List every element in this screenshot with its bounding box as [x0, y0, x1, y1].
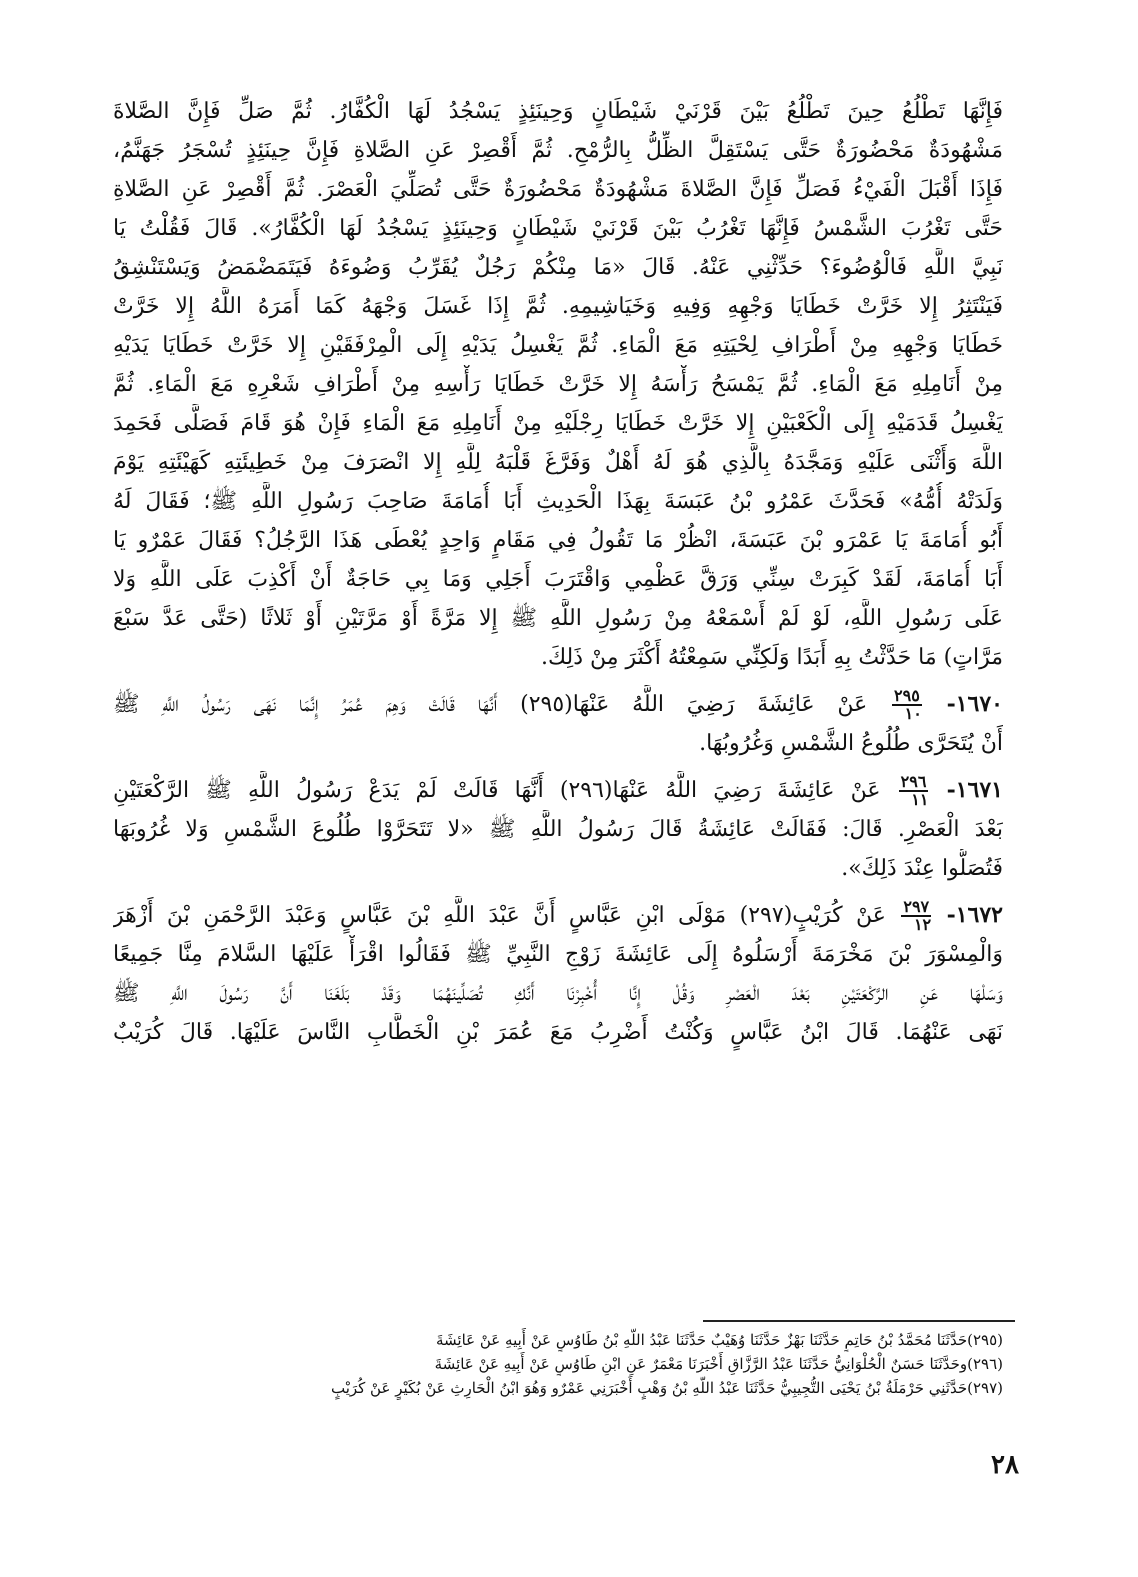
hadith-reference	[901, 899, 931, 933]
footnotes	[113, 1328, 1003, 1400]
text-line: بَعْدَ الْعَصْرِ. قَالَ: فَقَالَتْ عَائِشَةُ قَالَ رَسُولُ اللَّهِ ﷺ «لا تَتَحَرَّوْا طُلُوعَ الشَّمْسِ وَلا غُرُوبَهَا	[113, 817, 1003, 842]
text-line: وَالْمِسْوَرَ بْنَ مَخْرَمَةَ أَرْسَلُوهُ إِلَى عَائِشَةَ زَوْجِ النَّبِيِّ ﷺ فَقَالُوا اقْرَأْ عَلَيْهَا السَّلامَ مِنَّا جَمِيعًا	[113, 942, 1003, 967]
reference-top: ٢٩٧	[903, 897, 930, 916]
hadith-1672	[113, 896, 1003, 1052]
main-text	[113, 92, 1003, 1052]
text-line: نَهَى عَنْهُمَا. قَالَ ابْنُ عَبَّاسٍ وَكُنْتُ أَضْرِبُ مَعَ عُمَرَ بْنِ الْخَطَّابِ النَّاسَ عَلَيْهَا. قَالَ كُرَيْبٌ	[113, 1020, 1003, 1045]
text-line: يَغْسِلُ قَدَمَيْهِ إِلَى الْكَعْبَيْنِ إِلا خَرَّتْ خَطَايَا رِجْلَيْهِ مِنْ أَنَامِلِهِ مَعَ الْمَاءِ فَإِنْ هُوَ قَامَ فَصَلَّى فَحَمِدَ	[113, 411, 1003, 436]
page-number: ٢٨	[991, 1450, 1019, 1480]
reference-bottom: ١٠	[904, 704, 922, 723]
text-line: عَلَى رَسُولِ اللَّهِ، لَوْ لَمْ أَسْمَعْهُ مِنْ رَسُولِ اللَّهِ ﷺ إِلا مَرَّةً أَوْ مَرَّتَيْنِ أَوْ ثَلاثًا (حَتَّى عَدَّ سَبْعَ	[113, 606, 1003, 631]
hadith-reference	[899, 774, 929, 808]
text-line: فَتُصَلُّوا عِنْدَ ذَلِكَ».	[841, 856, 1003, 881]
text-line: أَنْ يُتَحَرَّى طُلُوعُ الشَّمْسِ وَغُرُوبُهَا.	[699, 731, 1003, 756]
hadith-first-line	[113, 896, 1003, 935]
footnote: (٢٩٧)حَدَّثَنِي حَرْمَلَةُ بْنُ يَحْيَى التُّجِيبِيُّ حَدَّثَنَا عَبْدُ اللَّهِ بْنُ وَهْبٍ أَخْبَرَنِي عَمْرٌو وَهُوَ ابْنُ الْحَارِثِ عَنْ بُكَيْرٍ عَنْ كُرَيْبٍ	[330, 1379, 1003, 1397]
hadith-first-line	[113, 685, 1003, 724]
hadith-1670	[113, 685, 1003, 763]
text-line: حَتَّى تَغْرُبَ الشَّمْسُ فَإِنَّهَا تَغْرُبُ بَيْنَ قَرْنَيْ شَيْطَانٍ وَحِينَئِذٍ يَسْجُدُ لَهَا الْكُفَّارُ». قَالَ فَقُلْتُ يَا	[113, 216, 1003, 241]
hadith-1671	[113, 771, 1003, 888]
footnote-divider	[703, 1320, 1015, 1322]
hadith-first-line	[113, 771, 1003, 810]
text-line: اللَّهَ وَأَثْنَى عَلَيْهِ وَمَجَّدَهُ بِالَّذِي هُوَ لَهُ أَهْلٌ وَفَرَّغَ قَلْبَهُ لِلَّهِ إِلا انْصَرَفَ مِنْ خَطِيئَتِهِ كَهَيْئَتِهِ يَوْمَ	[113, 450, 1003, 475]
text-line: فَيَنْتَثِرُ إِلا خَرَّتْ خَطَايَا وَجْهِهِ وَفِيهِ وَخَيَاشِيمِهِ. ثُمَّ إِذَا غَسَلَ وَجْهَهُ كَمَا أَمَرَهُ اللَّهُ إِلا خَرَّتْ	[113, 294, 1003, 319]
hadith-number: ١٦٧٠-	[946, 691, 1003, 717]
hadith-number: ١٦٧٢-	[946, 902, 1003, 928]
reference-top: ٢٩٦	[900, 772, 927, 791]
text-line: وَلَدَتْهُ أُمُّهُ» فَحَدَّثَ عَمْرُو بْنُ عَبَسَةَ بِهَذَا الْحَدِيثِ أَبَا أُمَامَةَ صَاحِبَ رَسُولِ اللَّهِ ﷺ؛ فَقَالَ لَهُ	[113, 489, 1003, 514]
footnote: (٢٩٥)حَدَّثَنَا مُحَمَّدُ بْنُ حَاتِمٍ حَدَّثَنَا بَهْزٌ حَدَّثَنَا وُهَيْبٌ حَدَّثَنَا عَبْدُ اللَّهِ بْنُ طَاوُسٍ عَنْ أَبِيهِ عَنْ عَائِشَةَ	[436, 1331, 1003, 1349]
hadith-number: ١٦٧١-	[946, 777, 1003, 803]
hadith-text: عَنْ عَائِشَةَ رَضِيَ اللَّهُ عَنْهَا(٢٩٥) أَنَّهَا قَالَتْ وَهِمَ عُمَرُ إِنَّمَا نَهَى رَسُولُ اللَّهِ ﷺ	[113, 692, 868, 717]
footnote: (٢٩٦)وحَدَّثَنَا حَسَنٌ الْحُلْوَانِيُّ حَدَّثَنَا عَبْدُ الرَّزَّاقِ أَخْبَرَنَا مَعْمَرٌ عَنِ ابْنِ طَاوُسٍ عَنْ أَبِيهِ عَنْ عَائِشَةَ	[434, 1355, 1003, 1373]
text-line: خَطَايَا وَجْهِهِ مِنْ أَطْرَافِ لِحْيَتِهِ مَعَ الْمَاءِ. ثُمَّ يَغْسِلُ يَدَيْهِ إِلَى الْمِرْفَقَيْنِ إِلا خَرَّتْ خَطَايَا يَدَيْهِ	[113, 333, 1003, 358]
text-line: فَإِذَا أَقْبَلَ الْفَيْءُ فَصَلِّ فَإِنَّ الصَّلاةَ مَشْهُودَةٌ مَحْضُورَةٌ حَتَّى تُصَلِّيَ الْعَصْرَ. ثُمَّ أَقْصِرْ عَنِ الصَّلاةِ	[113, 177, 1003, 202]
hadith-reference	[892, 688, 922, 722]
hadith-text: عَنْ عَائِشَةَ رَضِيَ اللَّهُ عَنْهَا(٢٩٦) أَنَّهَا قَالَتْ لَمْ يَدَعْ رَسُولُ اللَّهِ ﷺ الرَّكْعَتَيْنِ	[113, 778, 881, 803]
text-line: فَإِنَّهَا تَطْلُعُ حِينَ تَطْلُعُ بَيْنَ قَرْنَيْ شَيْطَانٍ وَحِينَئِذٍ يَسْجُدُ لَهَا الْكُفَّارُ. ثُمَّ صَلِّ فَإِنَّ الصَّلاةَ	[113, 99, 1003, 124]
reference-top: ٢٩٥	[894, 686, 920, 705]
reference-bottom: ١٢	[913, 915, 932, 934]
text-line: مَشْهُودَةٌ مَحْضُورَةٌ حَتَّى يَسْتَقِلَّ الظِّلُّ بِالرُّمْحِ. ثُمَّ أَقْصِرْ عَنِ الصَّلاةِ فَإِنَّ حِينَئِذٍ تُسْجَرُ جَهَنَّمُ،	[113, 138, 1003, 163]
text-line: وَسَلْهَا عَنِ الرَّكْعَتَيْنِ بَعْدَ الْعَصْرِ وَقُلْ إِنَّا أُخْبِرْنَا أَنَّكِ تُصَلِّينَهُمَا وَقَدْ بَلَغَنَا أَنَّ رَسُولَ اللَّهِ ﷺ	[113, 981, 1003, 1006]
text-line: مَرَّاتٍ) مَا حَدَّثْتُ بِهِ أَبَدًا وَلَكِنِّي سَمِعْتُهُ أَكْثَرَ مِنْ ذَلِكَ.	[540, 645, 1003, 670]
text-line: مِنْ أَنَامِلِهِ مَعَ الْمَاءِ. ثُمَّ يَمْسَحُ رَأْسَهُ إِلا خَرَّتْ خَطَايَا رَأْسِهِ مِنْ أَطْرَافِ شَعْرِهِ مَعَ الْمَاءِ. ثُمَّ	[113, 372, 1003, 397]
text-line: أَبُو أُمَامَةَ يَا عَمْرَو بْنَ عَبَسَةَ، انْظُرْ مَا تَقُولُ فِي مَقَامٍ وَاحِدٍ يُعْطَى هَذَا الرَّجُلُ؟ فَقَالَ عَمْرٌو يَا	[113, 528, 1003, 553]
reference-bottom: ١١	[911, 790, 929, 809]
text-line: أَبَا أُمَامَةَ، لَقَدْ كَبِرَتْ سِنِّي وَرَقَّ عَظْمِي وَاقْتَرَبَ أَجَلِي وَمَا بِي حَاجَةٌ أَنْ أَكْذِبَ عَلَى اللَّهِ وَلا	[113, 567, 1003, 592]
hadith-text: عَنْ كُرَيْبٍ(٢٩٧) مَوْلَى ابْنِ عَبَّاسٍ أَنَّ عَبْدَ اللَّهِ بْنَ عَبَّاسٍ وَعَبْدَ الرَّحْمَنِ بْنَ أَزْهَرَ	[113, 903, 886, 928]
text-line: نَبِيَّ اللَّهِ فَالْوُضُوءَ؟ حَدِّثْنِي عَنْهُ. قَالَ «مَا مِنْكُمْ رَجُلٌ يُقَرِّبُ وَضُوءَهُ فَيَتَمَضْمَضُ وَيَسْتَنْشِقُ	[113, 255, 1003, 280]
